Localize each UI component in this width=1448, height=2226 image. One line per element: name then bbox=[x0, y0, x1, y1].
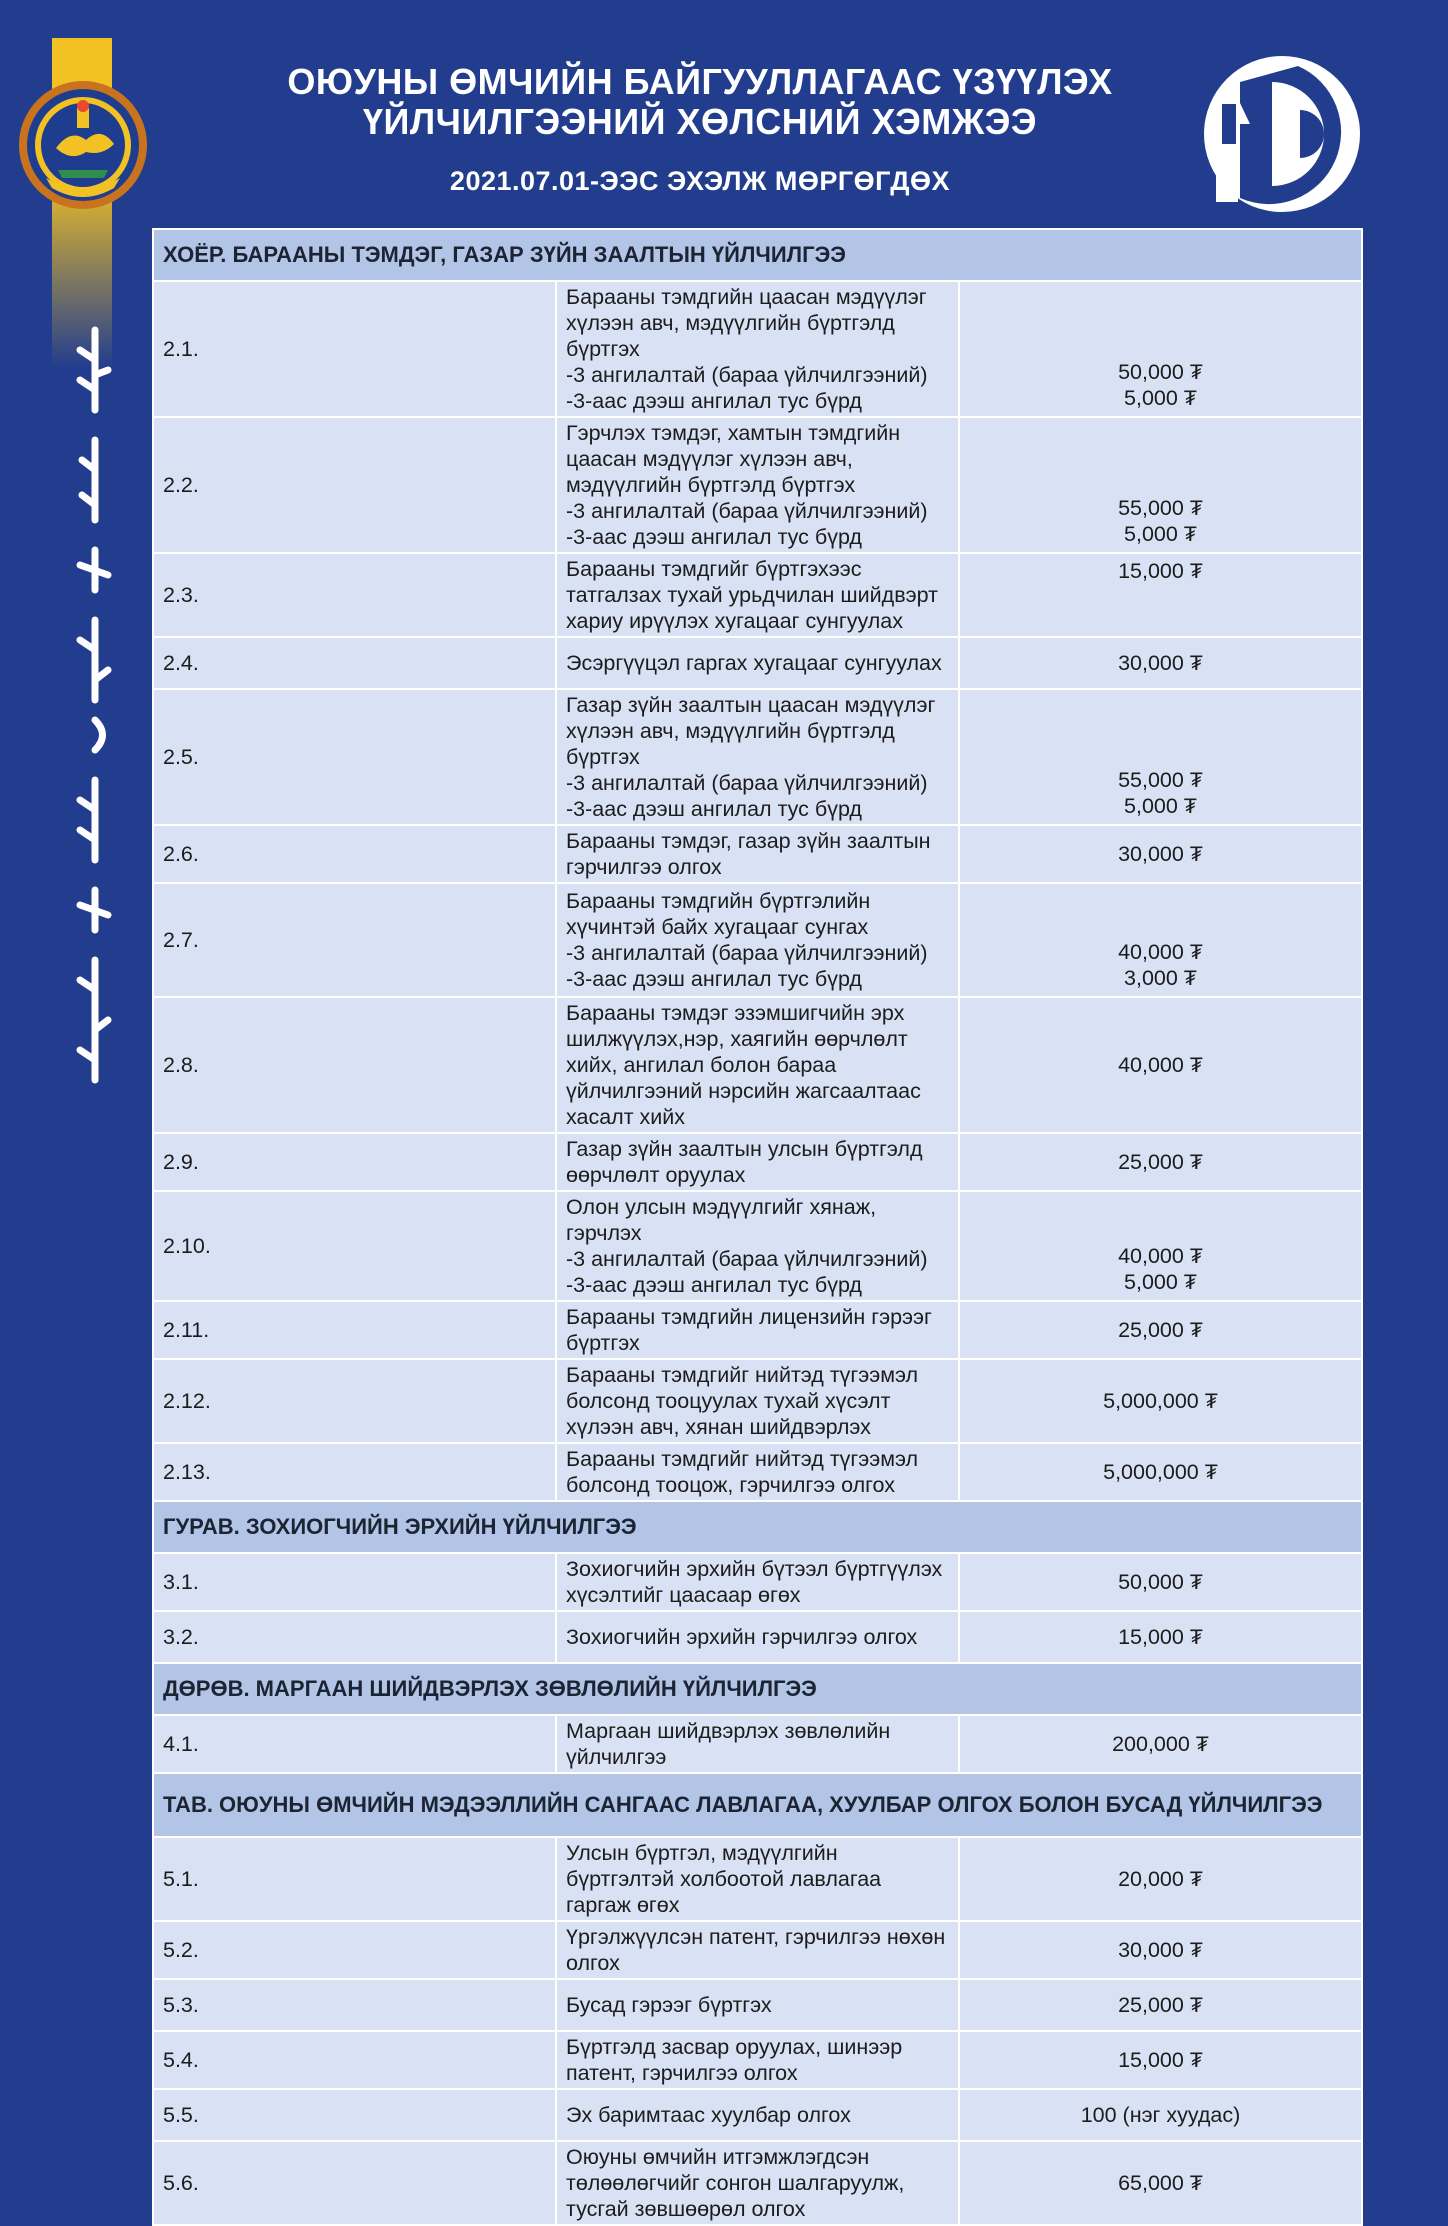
table-row bbox=[153, 1191, 1362, 1301]
price-value: 5,000 ₮ bbox=[1124, 522, 1197, 546]
description-line: Олон улсын мэдүүлгийг хянаж, гэрчлэх bbox=[566, 1195, 877, 1245]
price-value: 15,000 ₮ bbox=[1118, 2048, 1203, 2072]
price-value: 5,000 ₮ bbox=[1124, 386, 1197, 410]
table-row bbox=[153, 1611, 1362, 1663]
table-row bbox=[153, 1921, 1362, 1979]
table-row bbox=[153, 1979, 1362, 2031]
price-value: 100 (нэг хуудас) bbox=[1080, 2103, 1241, 2127]
description-line: Эсэргүүцэл гаргах хугацааг сунгуулах bbox=[566, 651, 942, 675]
description-line: -3 ангилалтай (бараа үйлчилгээний) bbox=[566, 499, 928, 523]
row-description bbox=[556, 1715, 959, 1773]
price-value: 55,000 ₮ bbox=[1118, 496, 1203, 520]
row-description bbox=[556, 2089, 959, 2141]
description-line: Бүртгэлд засвар оруулах, шинээр патент, гэрчилгээ олгох bbox=[566, 2035, 903, 2085]
row-number: 2.7. bbox=[153, 883, 556, 997]
description-line: Барааны тэмдгийг нийтэд түгээмэл болсонд тооцож, гэрчилгээ олгох bbox=[566, 1447, 919, 1497]
price-value: 30,000 ₮ bbox=[1118, 1938, 1203, 1962]
row-number: 2.13. bbox=[153, 1443, 556, 1501]
row-number: 2.3. bbox=[153, 553, 556, 637]
price-value: 20,000 ₮ bbox=[1118, 1867, 1203, 1891]
mongol-script-icon bbox=[60, 320, 130, 1100]
row-number: 2.1. bbox=[153, 281, 556, 417]
table-row bbox=[153, 1715, 1362, 1773]
description-line: Гэрчлэх тэмдэг, хамтын тэмдгийн цаасан мэдүүлэг хүлээн авч, мэдүүлгийн бүртгэлд бүртгэх bbox=[566, 421, 901, 497]
price-value: 50,000 ₮ bbox=[1118, 360, 1203, 384]
row-description bbox=[556, 637, 959, 689]
row-price bbox=[959, 1359, 1362, 1443]
row-description bbox=[556, 689, 959, 825]
price-value: 40,000 ₮ bbox=[1118, 940, 1203, 964]
row-number: 2.2. bbox=[153, 417, 556, 553]
row-price bbox=[959, 2089, 1362, 2141]
row-number: 5.2. bbox=[153, 1921, 556, 1979]
table-row bbox=[153, 1553, 1362, 1611]
price-value: 5,000 ₮ bbox=[1124, 794, 1197, 818]
page-subtitle: 2021.07.01-ЭЭС ЭХЭЛЖ МӨРГӨГДӨХ bbox=[449, 166, 951, 196]
description-line: Улсын бүртгэл, мэдүүлгийн бүртгэлтэй холбоотой лавлагаа гаргаж өгөх bbox=[566, 1841, 882, 1917]
row-number: 2.6. bbox=[153, 825, 556, 883]
row-price bbox=[959, 1191, 1362, 1301]
price-value: 50,000 ₮ bbox=[1118, 1570, 1203, 1594]
table-row bbox=[153, 553, 1362, 637]
row-description bbox=[556, 825, 959, 883]
description-line: -3-аас дээш ангилал тус бүрд bbox=[566, 389, 862, 413]
table-row bbox=[153, 997, 1362, 1133]
description-line: Барааны тэмдгийн лицензийн гэрээг бүртгэх bbox=[566, 1305, 932, 1355]
page-title-line2: ҮЙЛЧИЛГЭЭНИЙ ХӨЛСНИЙ ХЭМЖЭЭ bbox=[363, 101, 1037, 142]
table-row bbox=[153, 637, 1362, 689]
section-title: ДӨРӨВ. МАРГААН ШИЙДВЭРЛЭХ ЗӨВЛӨЛИЙН ҮЙЛЧИЛГЭЭ bbox=[153, 1663, 1362, 1715]
description-line: -3 ангилалтай (бараа үйлчилгээний) bbox=[566, 941, 928, 965]
row-price bbox=[959, 1715, 1362, 1773]
row-description bbox=[556, 1553, 959, 1611]
description-line: Барааны тэмдгийн бүртгэлийн хүчинтэй байх хугацааг сунгах bbox=[566, 889, 871, 939]
description-line: -3-аас дээш ангилал тус бүрд bbox=[566, 525, 862, 549]
price-value: 3,000 ₮ bbox=[1124, 966, 1197, 990]
fee-table bbox=[152, 228, 1363, 2226]
table-row bbox=[153, 825, 1362, 883]
table-row bbox=[153, 1133, 1362, 1191]
table-row bbox=[153, 1301, 1362, 1359]
ip-office-logo-icon bbox=[1200, 52, 1365, 217]
price-value: 40,000 ₮ bbox=[1118, 1244, 1203, 1268]
row-description bbox=[556, 1133, 959, 1191]
description-line: Барааны тэмдгийг бүртгэхээс татгалзах тухай урьдчилан шийдвэрт хариу ирүүлэх хугацааг сунгуулах bbox=[566, 557, 938, 633]
row-price bbox=[959, 637, 1362, 689]
row-price bbox=[959, 281, 1362, 417]
row-number: 2.12. bbox=[153, 1359, 556, 1443]
table-row bbox=[153, 2089, 1362, 2141]
row-number: 3.1. bbox=[153, 1553, 556, 1611]
description-line: Зохиогчийн эрхийн бүтээл бүртгүүлэх хүсэлтийг цаасаар өгөх bbox=[566, 1557, 943, 1607]
table-row bbox=[153, 1359, 1362, 1443]
section-title: ГУРАВ. ЗОХИОГЧИЙН ЭРХИЙН ҮЙЛЧИЛГЭЭ bbox=[153, 1501, 1362, 1553]
section-header-row bbox=[153, 1663, 1362, 1715]
row-description bbox=[556, 1921, 959, 1979]
page-title-line1: ОЮУНЫ ӨМЧИЙН БАЙГУУЛЛАГААС ҮЗҮҮЛЭХ bbox=[287, 61, 1113, 102]
description-line: Барааны тэмдэг, газар зүйн заалтын гэрчилгээ олгох bbox=[566, 829, 931, 879]
price-value: 25,000 ₮ bbox=[1118, 1993, 1203, 2017]
row-price bbox=[959, 825, 1362, 883]
row-price bbox=[959, 553, 1362, 637]
row-description bbox=[556, 1611, 959, 1663]
row-number: 5.6. bbox=[153, 2141, 556, 2225]
row-price bbox=[959, 2141, 1362, 2225]
row-number: 2.10. bbox=[153, 1191, 556, 1301]
description-line: -3-аас дээш ангилал тус бүрд bbox=[566, 797, 862, 821]
row-description bbox=[556, 1301, 959, 1359]
row-description bbox=[556, 1979, 959, 2031]
row-description bbox=[556, 1359, 959, 1443]
row-price bbox=[959, 1611, 1362, 1663]
row-number: 5.3. bbox=[153, 1979, 556, 2031]
row-number: 2.9. bbox=[153, 1133, 556, 1191]
price-value: 30,000 ₮ bbox=[1118, 842, 1203, 866]
price-value: 5,000 ₮ bbox=[1124, 1270, 1197, 1294]
description-line: -3 ангилалтай (бараа үйлчилгээний) bbox=[566, 771, 928, 795]
description-line: -3 ангилалтай (бараа үйлчилгээний) bbox=[566, 363, 928, 387]
description-line: -3-аас дээш ангилал тус бүрд bbox=[566, 967, 862, 991]
price-value: 200,000 ₮ bbox=[1112, 1732, 1209, 1756]
description-line: -3 ангилалтай (бараа үйлчилгээний) bbox=[566, 1247, 928, 1271]
table-row bbox=[153, 1837, 1362, 1921]
row-description bbox=[556, 281, 959, 417]
section-title: ТАВ. ОЮУНЫ ӨМЧИЙН МЭДЭЭЛЛИЙН САНГААС ЛАВЛАГАА, ХУУЛБАР ОЛГОХ БОЛОН БУСАД ҮЙЛЧИЛГЭЭ bbox=[153, 1773, 1362, 1837]
description-line: Маргаан шийдвэрлэх зөвлөлийн үйлчилгээ bbox=[566, 1719, 891, 1769]
row-price bbox=[959, 1979, 1362, 2031]
description-line: Барааны тэмдэг эзэмшигчийн эрх шилжүүлэх,нэр, хаягийн өөрчлөлт хийх, ангилал болон бараа үйлчилгээний нэрсийн жагсаалтаас хасалт хийх bbox=[566, 1001, 921, 1129]
table-row bbox=[153, 417, 1362, 553]
description-line: -3-аас дээш ангилал тус бүрд bbox=[566, 1273, 862, 1297]
price-value: 65,000 ₮ bbox=[1118, 2171, 1203, 2195]
price-value: 40,000 ₮ bbox=[1118, 1053, 1203, 1077]
row-description bbox=[556, 883, 959, 997]
row-price bbox=[959, 417, 1362, 553]
row-number: 5.5. bbox=[153, 2089, 556, 2141]
row-price bbox=[959, 1301, 1362, 1359]
table-row bbox=[153, 883, 1362, 997]
description-line: Оюуны өмчийн итгэмжлэгдсэн төлөөлөгчийг сонгон шалгаруулж, тусгай зөвшөөрөл олгох bbox=[566, 2145, 905, 2221]
section-header-row bbox=[153, 229, 1362, 281]
price-value: 5,000,000 ₮ bbox=[1103, 1460, 1218, 1484]
row-price bbox=[959, 1553, 1362, 1611]
table-row bbox=[153, 1443, 1362, 1501]
row-price bbox=[959, 2031, 1362, 2089]
description-line: Бусад гэрээг бүртгэх bbox=[566, 1993, 772, 2017]
row-price bbox=[959, 689, 1362, 825]
row-description bbox=[556, 1837, 959, 1921]
description-line: Газар зүйн заалтын цаасан мэдүүлэг хүлээн авч, мэдүүлгийн бүртгэлд бүртгэх bbox=[566, 693, 936, 769]
price-value: 30,000 ₮ bbox=[1118, 651, 1203, 675]
price-value: 55,000 ₮ bbox=[1118, 768, 1203, 792]
description-line: Барааны тэмдгийн цаасан мэдүүлэг хүлээн авч, мэдүүлгийн бүртгэлд бүртгэх bbox=[566, 285, 927, 361]
row-price bbox=[959, 1837, 1362, 1921]
row-price bbox=[959, 1443, 1362, 1501]
row-price bbox=[959, 997, 1362, 1133]
table-row bbox=[153, 281, 1362, 417]
state-emblem-icon bbox=[16, 78, 150, 212]
section-title: ХОЁР. БАРААНЫ ТЭМДЭГ, ГАЗАР ЗҮЙН ЗААЛТЫН ҮЙЛЧИЛГЭЭ bbox=[153, 229, 1362, 281]
row-number: 2.8. bbox=[153, 997, 556, 1133]
row-number: 4.1. bbox=[153, 1715, 556, 1773]
table-row bbox=[153, 2031, 1362, 2089]
row-price bbox=[959, 1921, 1362, 1979]
row-number: 5.1. bbox=[153, 1837, 556, 1921]
table-row bbox=[153, 689, 1362, 825]
description-line: Зохиогчийн эрхийн гэрчилгээ олгох bbox=[566, 1625, 918, 1649]
price-value: 25,000 ₮ bbox=[1118, 1150, 1203, 1174]
price-value: 5,000,000 ₮ bbox=[1103, 1389, 1218, 1413]
row-description bbox=[556, 1443, 959, 1501]
table-row bbox=[153, 2141, 1362, 2225]
section-header-row bbox=[153, 1501, 1362, 1553]
row-description bbox=[556, 2031, 959, 2089]
row-number: 2.4. bbox=[153, 637, 556, 689]
row-price bbox=[959, 883, 1362, 997]
description-line: Газар зүйн заалтын улсын бүртгэлд өөрчлөлт оруулах bbox=[566, 1137, 923, 1187]
price-value: 15,000 ₮ bbox=[1118, 559, 1203, 583]
row-number: 3.2. bbox=[153, 1611, 556, 1663]
page-header bbox=[150, 62, 1250, 197]
section-header-row bbox=[153, 1773, 1362, 1837]
row-description bbox=[556, 997, 959, 1133]
row-description bbox=[556, 1191, 959, 1301]
row-description bbox=[556, 553, 959, 637]
row-number: 2.5. bbox=[153, 689, 556, 825]
description-line: Үргэлжүүлсэн патент, гэрчилгээ нөхөн олгох bbox=[566, 1925, 946, 1975]
row-price bbox=[959, 1133, 1362, 1191]
row-number: 5.4. bbox=[153, 2031, 556, 2089]
price-value: 15,000 ₮ bbox=[1118, 1625, 1203, 1649]
row-description bbox=[556, 417, 959, 553]
row-description bbox=[556, 2141, 959, 2225]
description-line: Эх баримтаас хуулбар олгох bbox=[566, 2103, 851, 2127]
price-value: 25,000 ₮ bbox=[1118, 1318, 1203, 1342]
row-number: 2.11. bbox=[153, 1301, 556, 1359]
description-line: Барааны тэмдгийг нийтэд түгээмэл болсонд тооцуулах тухай хүсэлт хүлээн авч, хянан шийдвэрлэх bbox=[566, 1363, 919, 1439]
